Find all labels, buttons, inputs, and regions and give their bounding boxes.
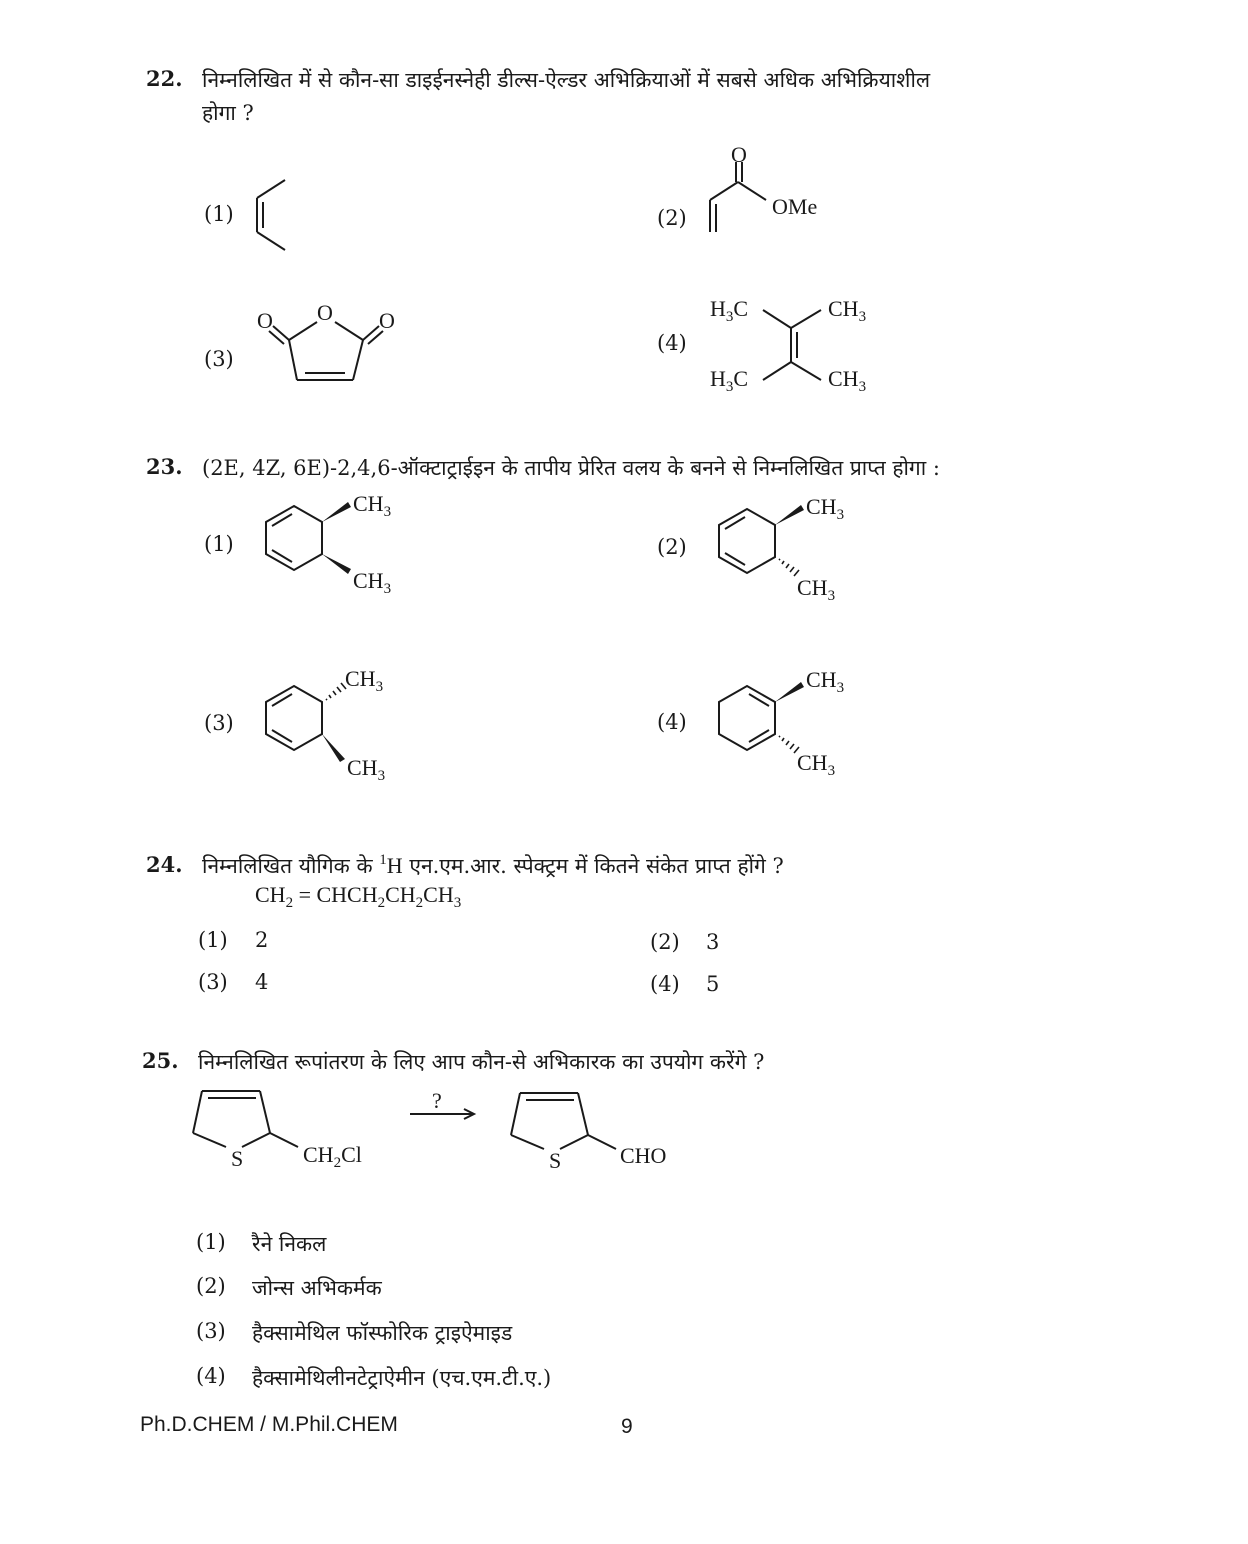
compound-formula: $CH_2$ = $CHCH_2CH_2CH_3$ — [255, 882, 462, 911]
methyl-label: $CH_3$ — [345, 666, 384, 695]
question-number: 22. — [146, 66, 183, 91]
question-text: निम्नलिखित रूपांतरण के लिए आप कौन-से अभिकारक का उपयोग करेंगे ? — [198, 1050, 765, 1074]
option-value: 5 — [706, 972, 720, 996]
option-value: 4 — [255, 970, 269, 994]
methyl-label: $CH_3$ — [347, 755, 386, 784]
question-text: निम्नलिखित में से कौन-सा डाइईनस्नेही डील्स-ऐल्डर अभिक्रियाओं में सबसे अधिक अभिक्रियाशील — [202, 68, 931, 92]
cis-dimethylcyclohexadiene-structure — [250, 490, 360, 600]
option-label: (3) — [204, 711, 234, 735]
methyl-top-left: $H_3C$ — [710, 296, 749, 325]
footer-course-code: Ph.D.CHEM / M.Phil.CHEM — [140, 1413, 398, 1436]
carbonyl-oxygen-right: O — [379, 308, 395, 333]
option-label: (2) — [196, 1274, 226, 1298]
option-label: (3) — [198, 970, 228, 994]
option-label: (4) — [657, 710, 687, 734]
option-label: (1) — [204, 202, 234, 226]
methyl-top-right: $CH_3$ — [828, 296, 867, 325]
option-label: (1) — [198, 928, 228, 952]
sulfur-atom: S — [549, 1148, 562, 1173]
sulfur-atom: S — [231, 1146, 244, 1171]
option-text: रैने निकल — [252, 1232, 327, 1256]
option-label: (4) — [650, 972, 680, 996]
methyl-acrylate-structure — [700, 160, 780, 240]
question-text: निम्नलिखित यौगिक के $^1$H एन.एम.आर. स्पेक्ट्रम में कितने संकेत प्राप्त होंगे ? — [202, 852, 784, 878]
option-label: (2) — [650, 930, 680, 954]
question-number: 23. — [146, 454, 183, 479]
option-value: 3 — [706, 930, 720, 954]
propene-structure — [245, 170, 295, 260]
option-label: (2) — [657, 535, 687, 559]
option-label: (1) — [204, 532, 234, 556]
option-label: (3) — [204, 347, 234, 371]
methyl-label: $CH_3$ — [806, 494, 845, 523]
option-text: हैक्सामेथिलीनटेट्राऐमीन (एच.एम.टी.ए.) — [252, 1366, 552, 1390]
question-text-cont: होगा ? — [202, 101, 254, 125]
reaction-arrow — [408, 1106, 480, 1122]
question-text: (2E, 4Z, 6E)-2,4,6-ऑक्टाट्राईइन के तापीय प्रेरित वलय के बनने से निम्नलिखित प्राप्त होगा : — [202, 456, 940, 480]
methyl-label: $CH_3$ — [806, 667, 845, 696]
methyl-bottom-right: $CH_3$ — [828, 366, 867, 395]
carbonyl-oxygen-left: O — [257, 308, 273, 333]
tetramethylethylene-structure — [755, 300, 835, 390]
methyl-label: $CH_3$ — [353, 491, 392, 520]
option-text: हैक्सामेथिल फॉस्फोरिक ट्राइऐमाइड — [252, 1321, 513, 1345]
aldehyde-group: CHO — [620, 1143, 667, 1168]
methyl-label: $CH_3$ — [797, 750, 836, 779]
option-label: (1) — [196, 1230, 226, 1254]
question-number: 24. — [146, 852, 183, 877]
option-label: (4) — [196, 1364, 226, 1388]
carbonyl-oxygen: O — [731, 142, 747, 167]
question-number: 25. — [142, 1048, 179, 1073]
option-label: (2) — [657, 206, 687, 230]
methyl-bottom-left: $H_3C$ — [710, 366, 749, 395]
reagent-unknown-label: ? — [432, 1088, 442, 1113]
trans-dimethylcyclohexadiene-structure — [250, 670, 360, 780]
thiophene-reactant-structure — [190, 1085, 310, 1165]
option-value: 2 — [255, 928, 269, 952]
page-number: 9 — [621, 1415, 633, 1438]
chloromethyl-group: $CH_2Cl$ — [303, 1142, 362, 1171]
ring-oxygen: O — [317, 300, 333, 325]
methyl-label: $CH_3$ — [797, 575, 836, 604]
methyl-label: $CH_3$ — [353, 568, 392, 597]
option-label: (4) — [657, 331, 687, 355]
methoxy-group: OMe — [772, 194, 818, 219]
option-text: जोन्स अभिकर्मक — [252, 1276, 382, 1300]
thiophene-product-structure — [508, 1087, 628, 1167]
option-label: (3) — [196, 1319, 226, 1343]
